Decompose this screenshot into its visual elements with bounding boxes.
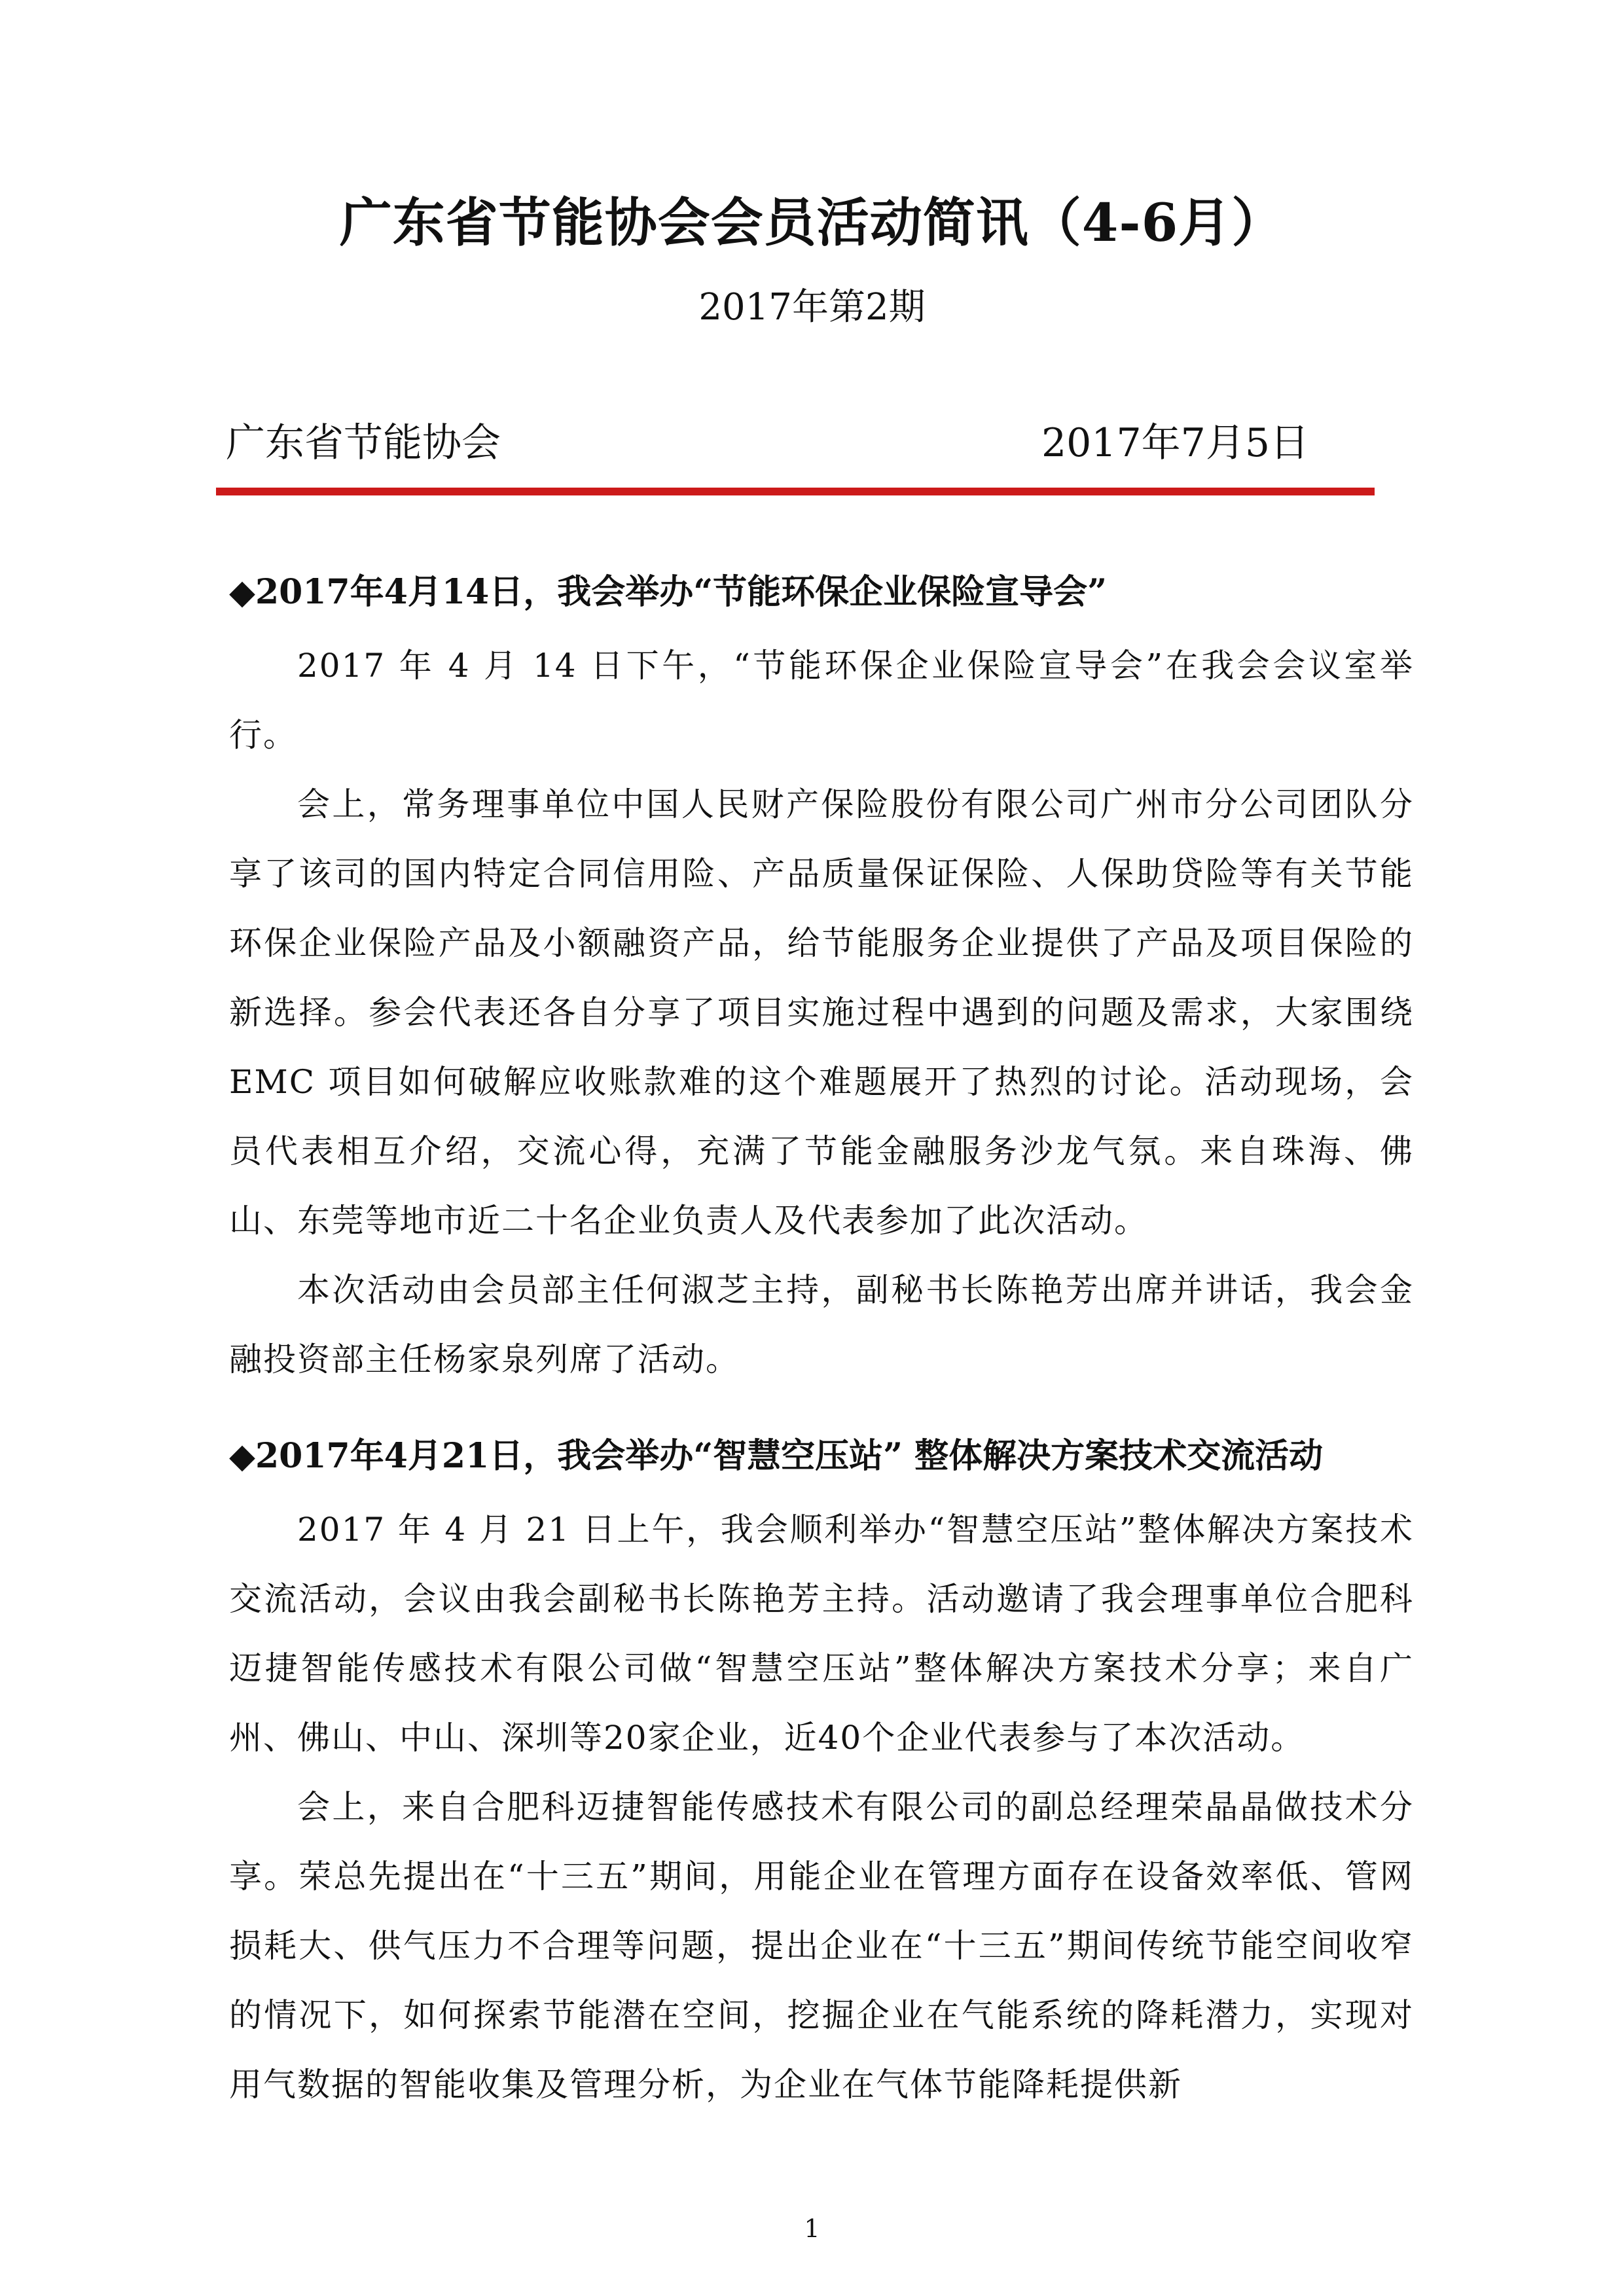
publication-date: 2017年7月5日 bbox=[1041, 420, 1309, 466]
section-smart-compressor bbox=[229, 1427, 1414, 2119]
paragraph: 本次活动由会员部主任何淑芝主持，副秘书长陈艳芳出席并讲话，我会金融投资部主任杨家泉列席了活动。 bbox=[229, 1271, 1414, 1378]
page-number: 1 bbox=[804, 2214, 820, 2243]
issue-number: 2017年第2期 bbox=[698, 286, 926, 329]
red-divider bbox=[216, 488, 1375, 495]
section-heading: ◆2017年4月14日，我会举办“节能环保企业保险宣导会” bbox=[229, 572, 1108, 612]
section-insurance-seminar bbox=[229, 563, 1414, 1394]
paragraph: 2017 年 4 月 21 日上午，我会顺利举办“智慧空压站”整体解决方案技术交流活动，会议由我会副秘书长陈艳芳主持。活动邀请了我会理事单位合肥科迈捷智能传感技术有限公司做“智慧空压站”整体解决方案技术分享；来自广州、佛山、中山、深圳等20家企业，近40个企业代表参与了本次活动。 bbox=[229, 1511, 1414, 1757]
section-heading: ◆2017年4月21日，我会举办“智慧空压站” 整体解决方案技术交流活动 bbox=[229, 1436, 1324, 1476]
paragraph: 会上，来自合肥科迈捷智能传感技术有限公司的副总经理荣晶晶做技术分享。荣总先提出在“十三五”期间，用能企业在管理方面存在设备效率低、管网损耗大、供气压力不合理等问题，提出企业在“十三五”期间传统节能空间收窄的情况下，如何探索节能潜在空间，挖掘企业在气能系统的降耗潜力，实现对用气数据的智能收集及管理分析，为企业在气体节能降耗提供新 bbox=[229, 1788, 1414, 2104]
paragraph: 会上，常务理事单位中国人民财产保险股份有限公司广州市分公司团队分享了该司的国内特定合同信用险、产品质量保证保险、人保助贷险等有关节能环保企业保险产品及小额融资产品，给节能服务企业提供了产品及项目保险的新选择。参会代表还各自分享了项目实施过程中遇到的问题及需求，大家围绕 EMC 项目如何破解应收账款难的这个难题展开了热烈的讨论。活动现场，会员代表相互介绍，交流心得，充满了节能金融服务沙龙气氛。来自珠海、佛山、东莞等地市近二十名企业负责人及代表参加了此次活动。 bbox=[229, 785, 1414, 1240]
document-body bbox=[229, 563, 1414, 2119]
paragraph: 2017 年 4 月 14 日下午，“节能环保企业保险宣导会”在我会会议室举行。 bbox=[229, 647, 1414, 754]
organization-name: 广东省节能协会 bbox=[226, 420, 501, 466]
page-title: 广东省节能协会会员活动简讯（4-6月） bbox=[339, 192, 1285, 253]
